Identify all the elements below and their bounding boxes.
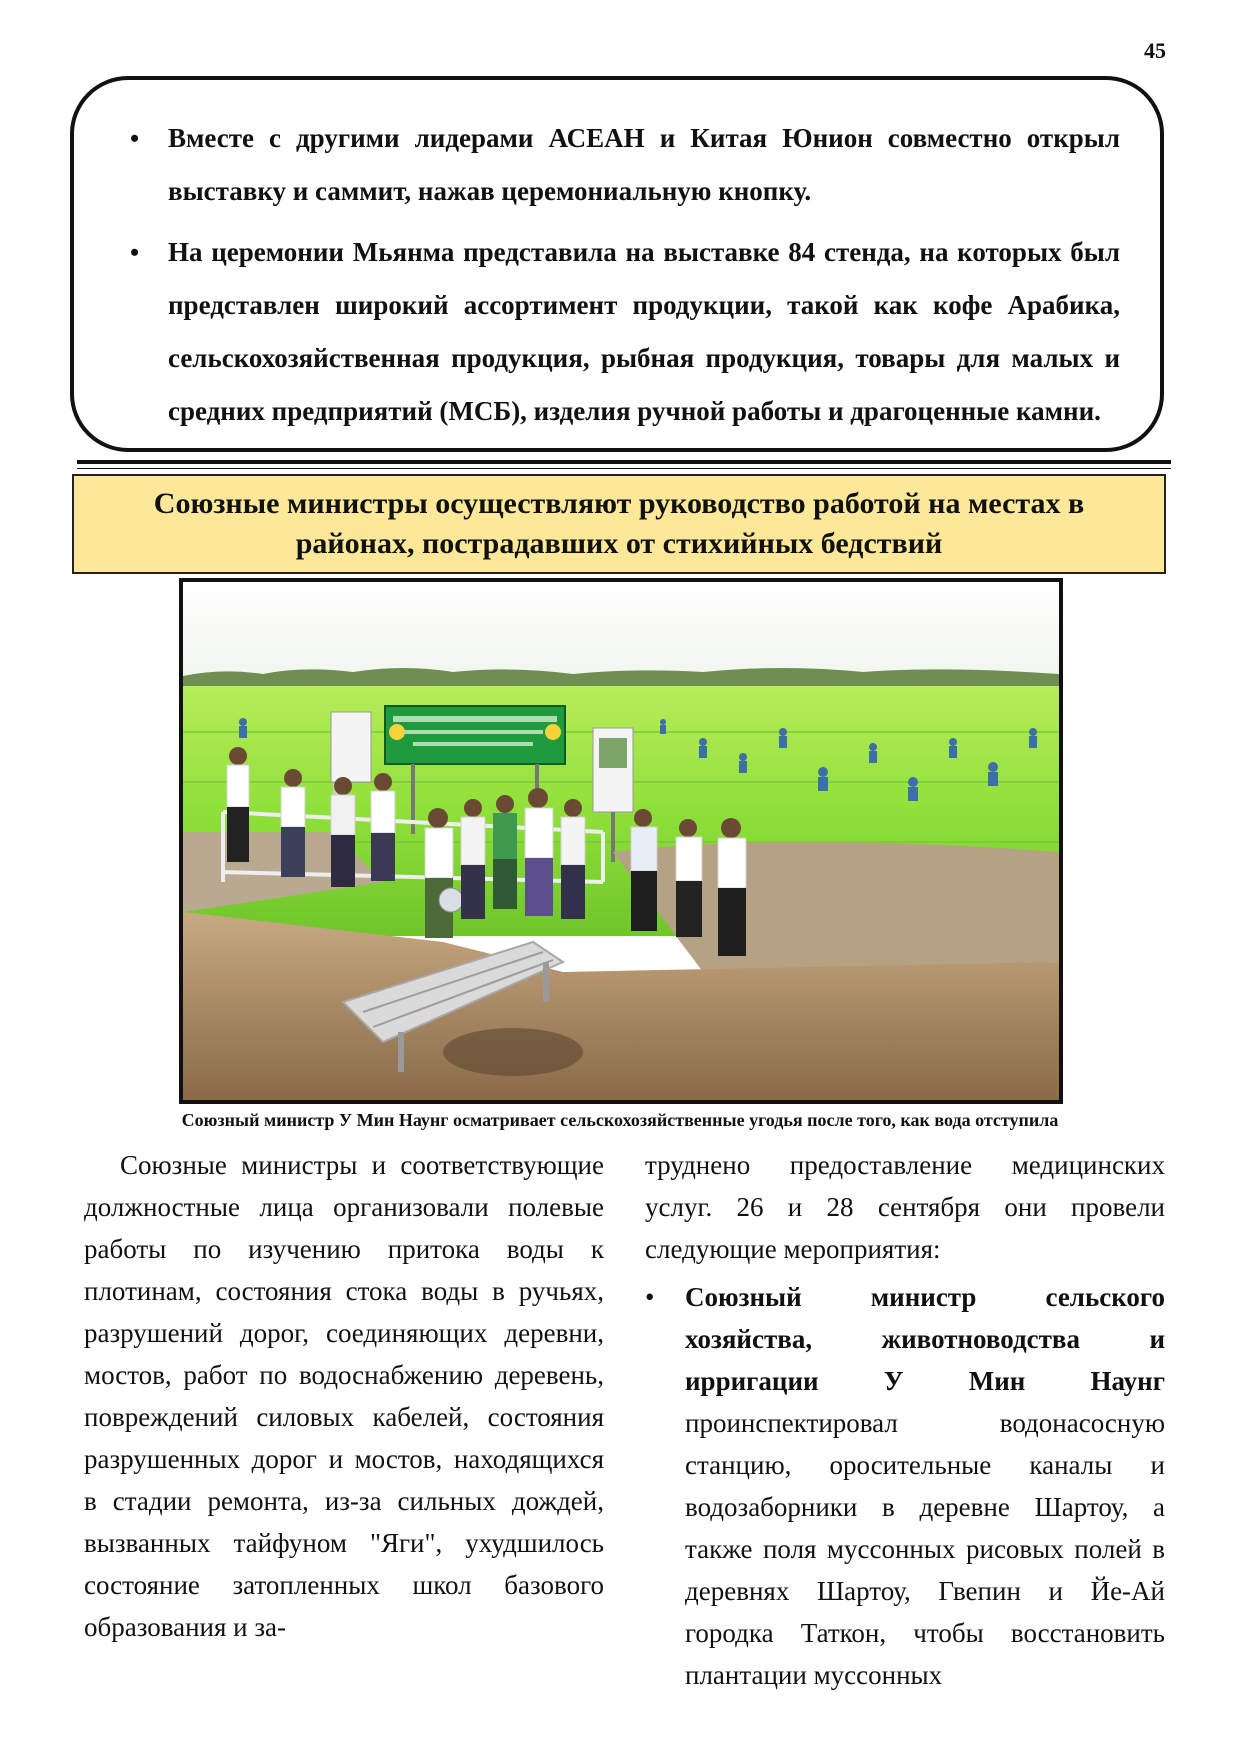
bullet-bold-lead: Союзный министр сельского хозяйства, животноводства и ирригации У Мин Наунг xyxy=(685,1282,1165,1396)
article-photo xyxy=(179,578,1063,1104)
right-column-list xyxy=(645,1276,1165,1696)
summary-bullet-1: • Вместе с другими лидерами АСЕАН и Китая Юнион совместно открыл выставку и саммит, нажав церемониальную кнопку. xyxy=(130,112,1120,218)
article-right-column xyxy=(645,1144,1165,1696)
article-left-column xyxy=(84,1144,604,1648)
summary-bullet-2: • На церемонии Мьянма представила на выставке 84 стенда, на которых был представлен широкий ассортимент продукции, такой как кофе Арабика, сельскохозяйственная продукция, рыбная продукция, товары для малых и средних предприятий (МСБ), изделия ручной работы и драгоценные камни. xyxy=(130,226,1120,438)
bullet-text: проинспектировал водонасосную станцию, оросительные каналы и водозаборники в деревне Шартоу, а также поля муссонных рисовых полей в деревнях Шартоу, Гвепин и Йе-Ай городка Таткон, чтобы восстановить плантации муссонных xyxy=(685,1408,1165,1690)
right-column-bullet xyxy=(645,1276,1165,1696)
summary-box xyxy=(70,76,1164,452)
right-column-intro: труднено предоставление медицинских услуг. 26 и 28 сентября они провели следующие мероприятия: xyxy=(645,1150,1165,1264)
section-divider-thin xyxy=(77,468,1171,469)
left-column-text: Союзные министры и соответствующие должностные лица организовали полевые работы по изучению притока воды к плотинам, состояния стока воды в ручьях, разрушений дорог, соединяющих деревни, мостов, работ по водоснабжению деревень, повреждений силовых кабелей, состояния разрушенных дорог и мостов, находящихся в стадии ремонта, из-за сильных дождей, вызванных тайфуном "Яги", ухудшилось состояние затопленных школ базового образования и за- xyxy=(84,1150,604,1642)
photo-caption: Союзный министр У Мин Наунг осматривает сельскохозяйственные угодья после того, как вода отступила xyxy=(181,1110,1059,1130)
page-number: 45 xyxy=(1144,38,1166,63)
summary-list xyxy=(130,112,1120,438)
section-divider xyxy=(77,460,1171,464)
field-inspection-photo xyxy=(183,582,1059,1100)
article-headline: Союзные министры осуществляют руководство работой на местах в районах, пострадавших от стихийных бедствий xyxy=(72,474,1166,574)
